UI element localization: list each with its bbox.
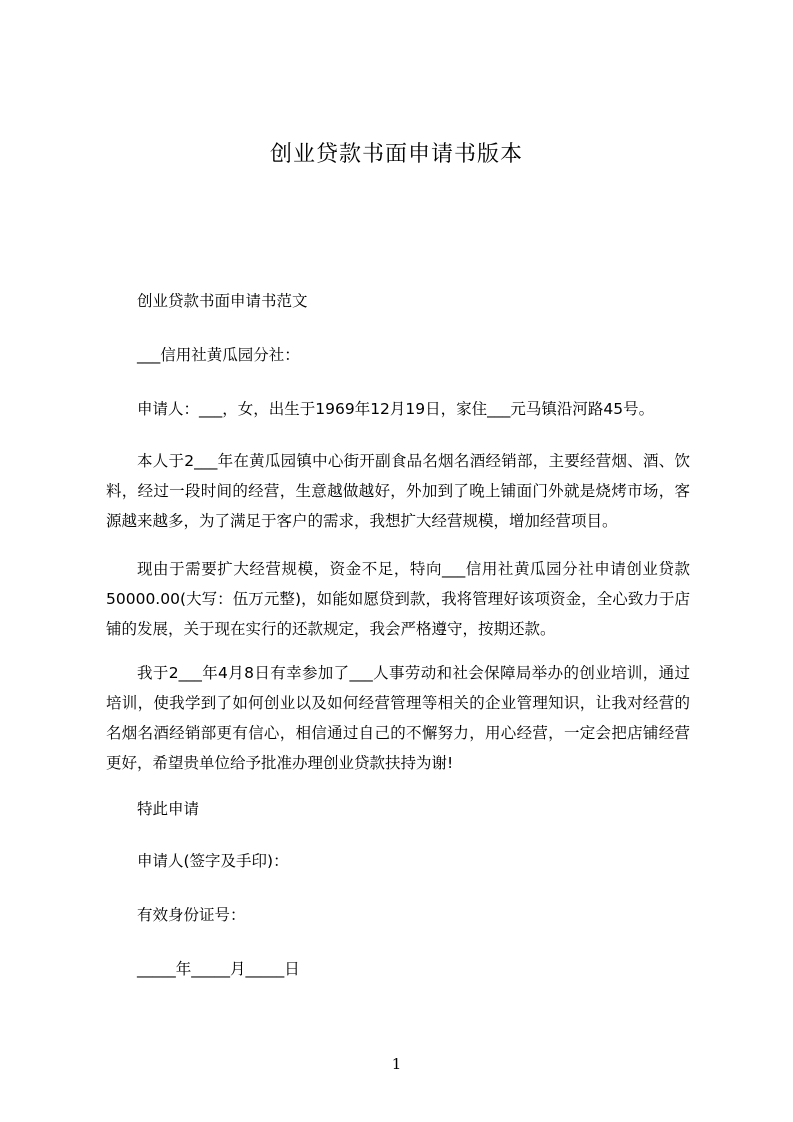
paragraph-id-number: 有效身份证号： — [137, 906, 246, 924]
paragraph-signature: 申请人(签字及手印)： — [137, 852, 289, 870]
document-title: 创业贷款书面申请书版本 — [269, 142, 523, 167]
paragraph-training: 我于2___年4月8日有幸参加了___人事劳动和社会保障局举办的创业培训，通过培训，使我学到了如何创业以及如何经营管理等相关的企业管理知识，让我对经营的名烟名酒经销部更有信心，相信通过自己的不懈努力，用心经营，一定会把店铺经营更好，希望贵单位给予批准办理创业贷款扶持为谢! — [106, 664, 690, 772]
paragraph-loan-request: 现由于需要扩大经营规模，资金不足，特向___信用社黄瓜园分社申请创业贷款50000.00(大写：伍万元整)，如能如愿贷到款，我将管理好该项资金，全心致力于店铺的发展，关于现在实行的还款规定，我会严格遵守，按期还款。 — [106, 560, 690, 638]
paragraph-applicant-info: 申请人：___，女，出生于1969年12月19日，家住___元马镇沿河路45号。 — [137, 400, 655, 418]
paragraph-date: _____年_____月_____日 — [137, 960, 300, 978]
paragraph-addressee: ___信用社黄瓜园分社： — [137, 346, 300, 364]
paragraph-subtitle: 创业贷款书面申请书范文 — [137, 292, 308, 310]
page-number: 1 — [391, 1055, 402, 1073]
paragraph-business-background: 本人于2___年在黄瓜园镇中心街开副食品名烟名酒经销部，主要经营烟、酒、饮料，经过一段时间的经营，生意越做越好，外加到了晚上铺面门外就是烧烤市场，客源越来越多，为了满足于客户的需求，我想扩大经营规模，增加经营项目。 — [106, 452, 690, 530]
paragraph-closing: 特此申请 — [137, 800, 200, 818]
